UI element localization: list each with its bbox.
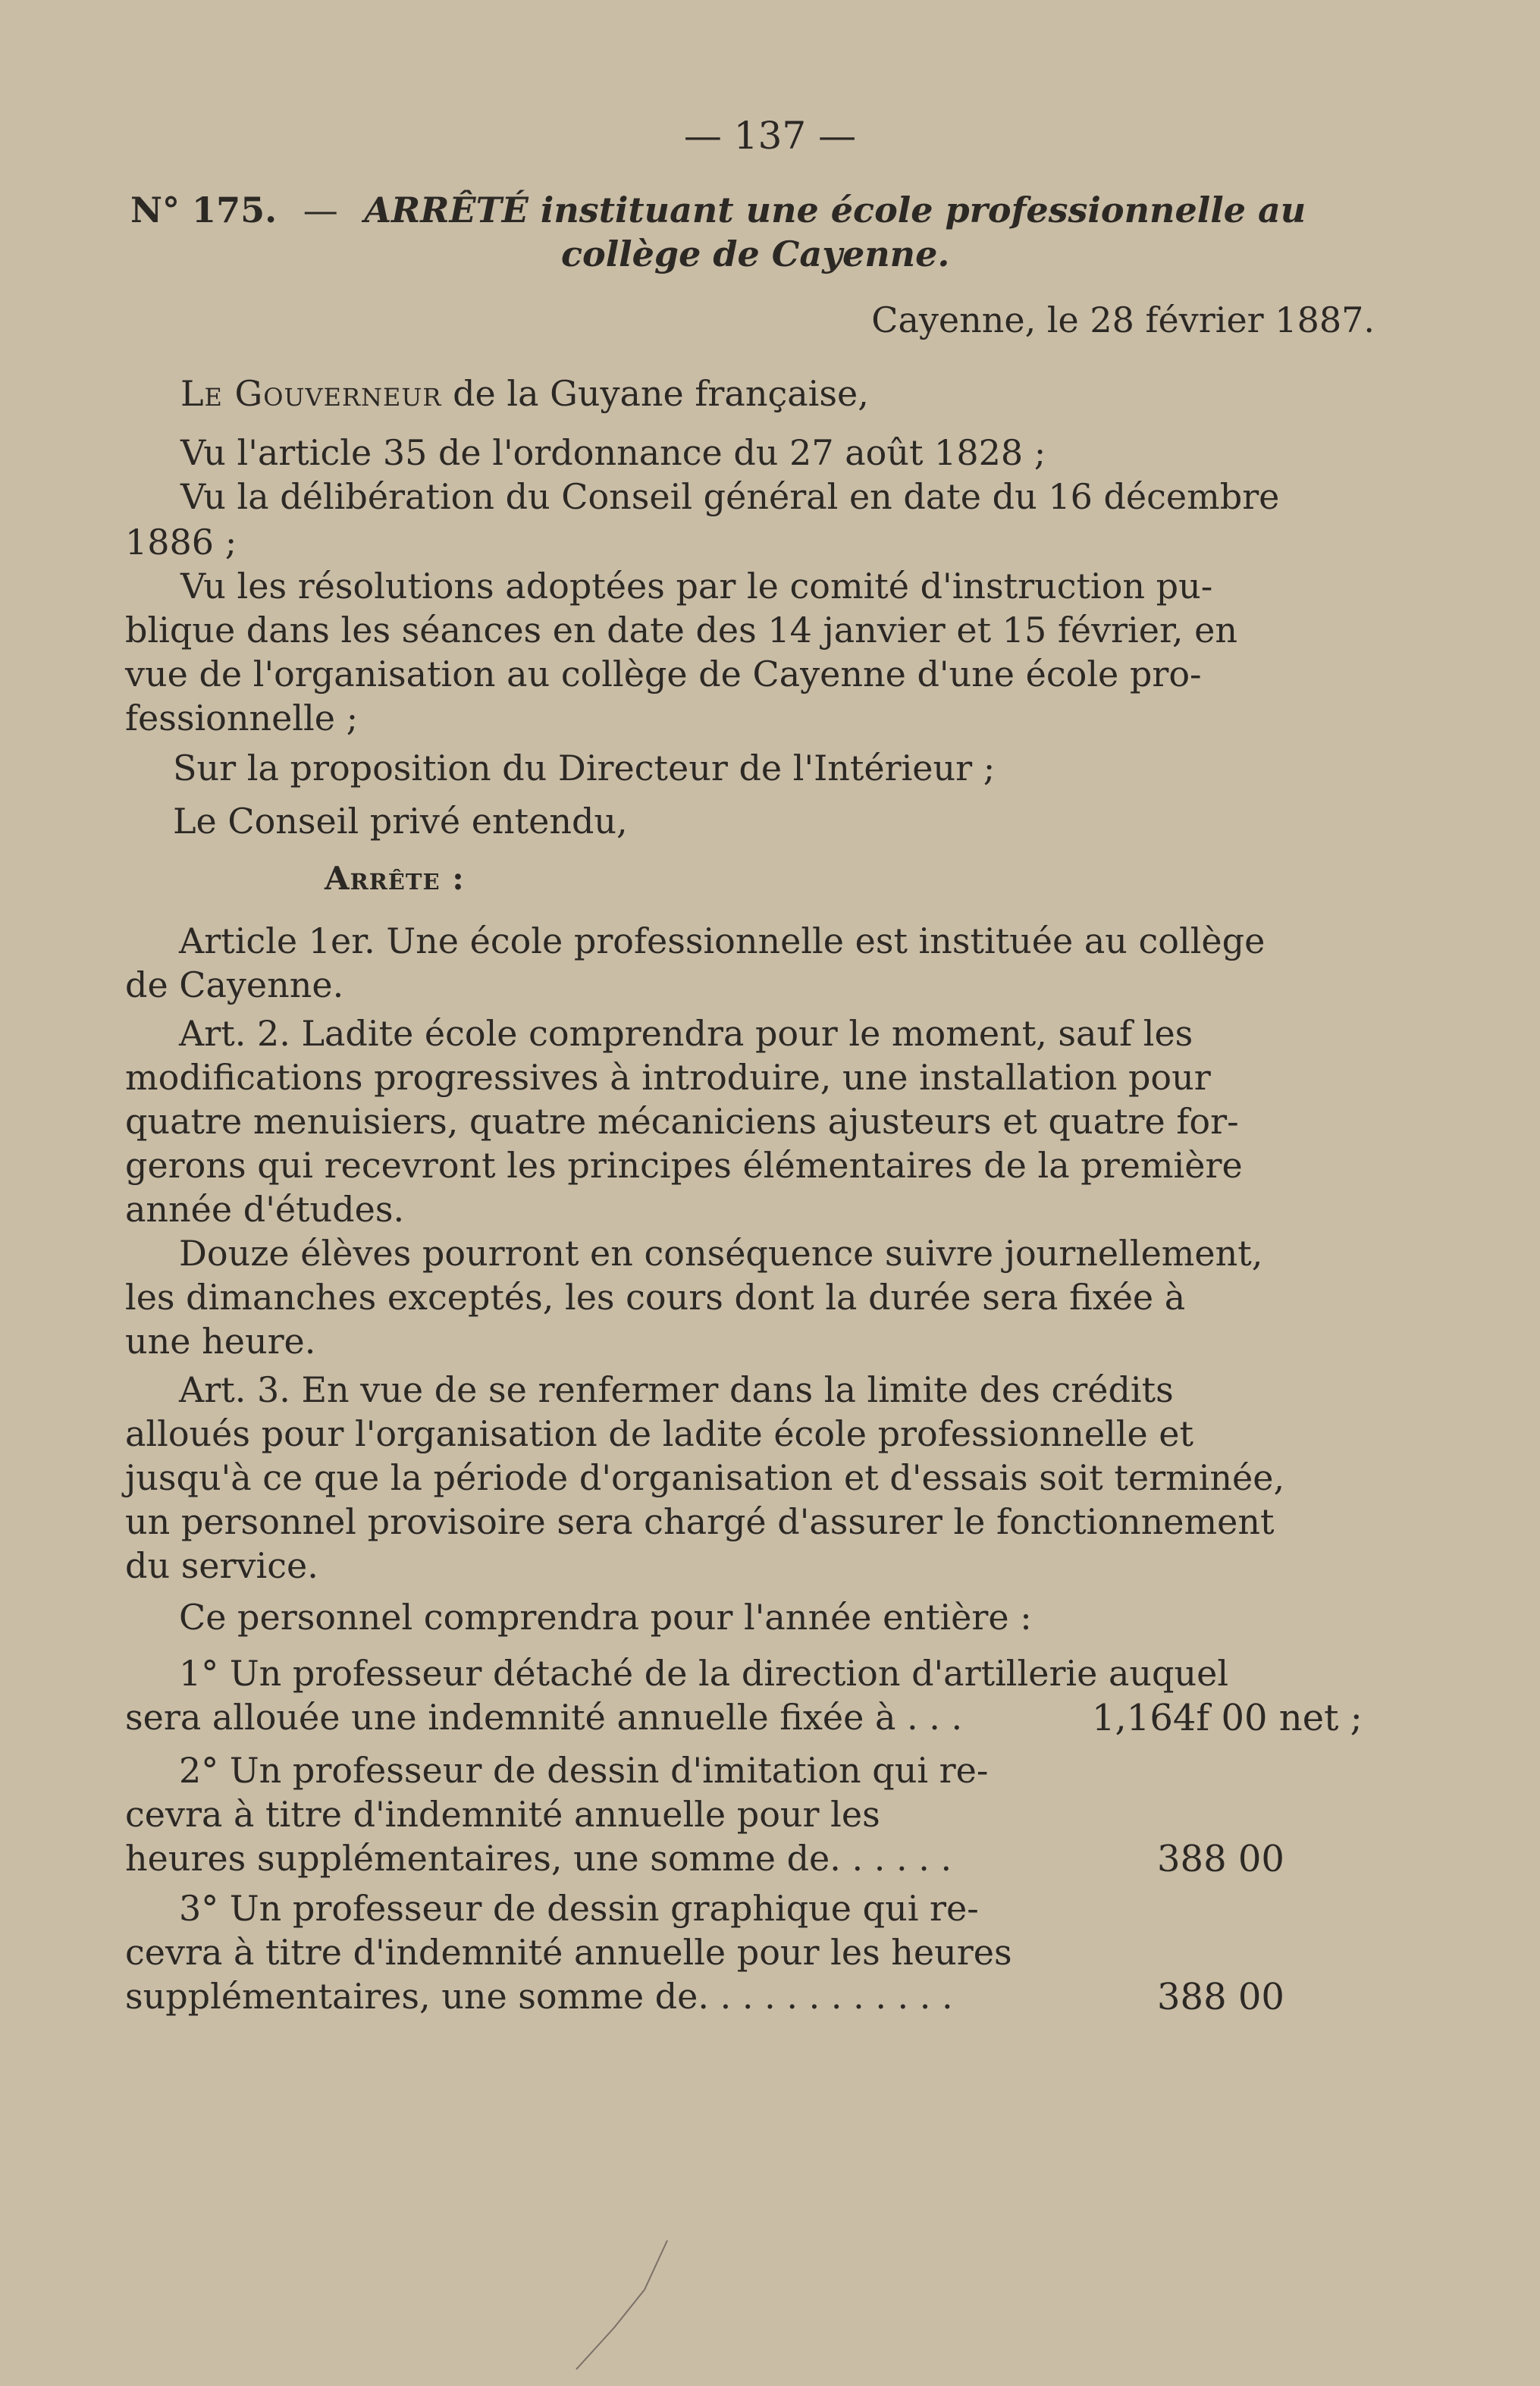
article-line: Douze élèves pourront en conséquence suivre journellement, <box>179 1233 1263 1274</box>
preamble-line: blique dans les séances en date des 14 janvier et 15 février, en <box>125 610 1238 651</box>
item-line: 2° Un professeur de dessin d'imitation qui re- <box>179 1750 989 1791</box>
article-line: de Cayenne. <box>125 964 344 1005</box>
item-amount: 388 00 <box>1157 1838 1284 1880</box>
item-amount: 388 00 <box>1157 1976 1284 2018</box>
preamble-line: Le Conseil privé entendu, <box>173 801 628 842</box>
article-line: année d'études. <box>125 1189 405 1230</box>
article-line: Art. 2. Ladite école comprendra pour le moment, sauf les <box>179 1013 1193 1054</box>
decree-number: N° 175. <box>130 190 278 230</box>
arrete-heading: Arrête : <box>325 860 465 897</box>
preamble-line: vue de l'organisation au collège de Cayenne d'une école pro- <box>125 654 1202 694</box>
governor-lead: Le Gouverneur <box>180 373 442 414</box>
article-line: jusqu'à ce que la période d'organisation et d'essais soit terminée, <box>125 1457 1285 1498</box>
article-line: modifications progressives à introduire, une installation pour <box>125 1057 1211 1098</box>
heading-dash: — <box>303 190 338 230</box>
decree-title-cont: collège de Cayenne. <box>561 234 950 274</box>
article-line: Ce personnel comprendra pour l'année entière : <box>179 1597 1032 1638</box>
article-line: quatre menuisiers, quatre mécaniciens ajusteurs et quatre for- <box>125 1101 1239 1142</box>
page-number: — 137 — <box>683 114 857 158</box>
article-line: gerons qui recevront les principes élémentaires de la première <box>125 1145 1243 1186</box>
article-line: Article 1er. Une école professionnelle est instituée au collège <box>179 920 1266 961</box>
item-line: cevra à titre d'indemnité annuelle pour les heures <box>125 1932 1012 1973</box>
preamble-text: de la Guyane française, <box>441 373 869 414</box>
preamble-line: fessionnelle ; <box>125 698 359 738</box>
decree-title: ARRÊTÉ instituant une école professionnelle au <box>364 190 1306 230</box>
date-line: Cayenne, le 28 février 1887. <box>871 299 1375 340</box>
preamble-line <box>180 373 869 414</box>
article-line: alloués pour l'organisation de ladite école professionnelle et <box>125 1413 1194 1454</box>
preamble-line: Vu la délibération du Conseil général en date du 16 décembre <box>180 476 1280 517</box>
article-line: Art. 3. En vue de se renfermer dans la limite des crédits <box>179 1369 1174 1410</box>
article-line: les dimanches exceptés, les cours dont la durée sera fixée à <box>125 1277 1186 1318</box>
article-line: du service. <box>125 1545 318 1586</box>
item-line: 3° Un professeur de dessin graphique qui re- <box>179 1888 979 1929</box>
preamble-line: Sur la proposition du Directeur de l'Intérieur ; <box>173 748 996 789</box>
heading-line-1 <box>130 190 1374 230</box>
pencil-mark <box>561 2237 682 2373</box>
heading-line-2 <box>561 234 949 274</box>
preamble-line: Vu les résolutions adoptées par le comité d'instruction pu- <box>180 566 1213 607</box>
article-line: un personnel provisoire sera chargé d'assurer le fonctionnement <box>125 1501 1275 1542</box>
preamble-line: Vu l'article 35 de l'ordonnance du 27 août 1828 ; <box>180 432 1046 473</box>
item-line: cevra à titre d'indemnité annuelle pour les <box>125 1794 880 1835</box>
item-line: supplémentaires, une somme de. . . . . . . . . . . . <box>125 1976 953 2017</box>
item-amount: 1,164f 00 net ; <box>1092 1697 1363 1739</box>
item-line: heures supplémentaires, une somme de. . . . . . <box>125 1838 952 1879</box>
article-line: une heure. <box>125 1321 316 1362</box>
preamble-line: 1886 ; <box>125 522 237 563</box>
item-line: sera allouée une indemnité annuelle fixée à . . . <box>125 1697 963 1738</box>
item-line: 1° Un professeur détaché de la direction d'artillerie auquel <box>179 1653 1229 1694</box>
